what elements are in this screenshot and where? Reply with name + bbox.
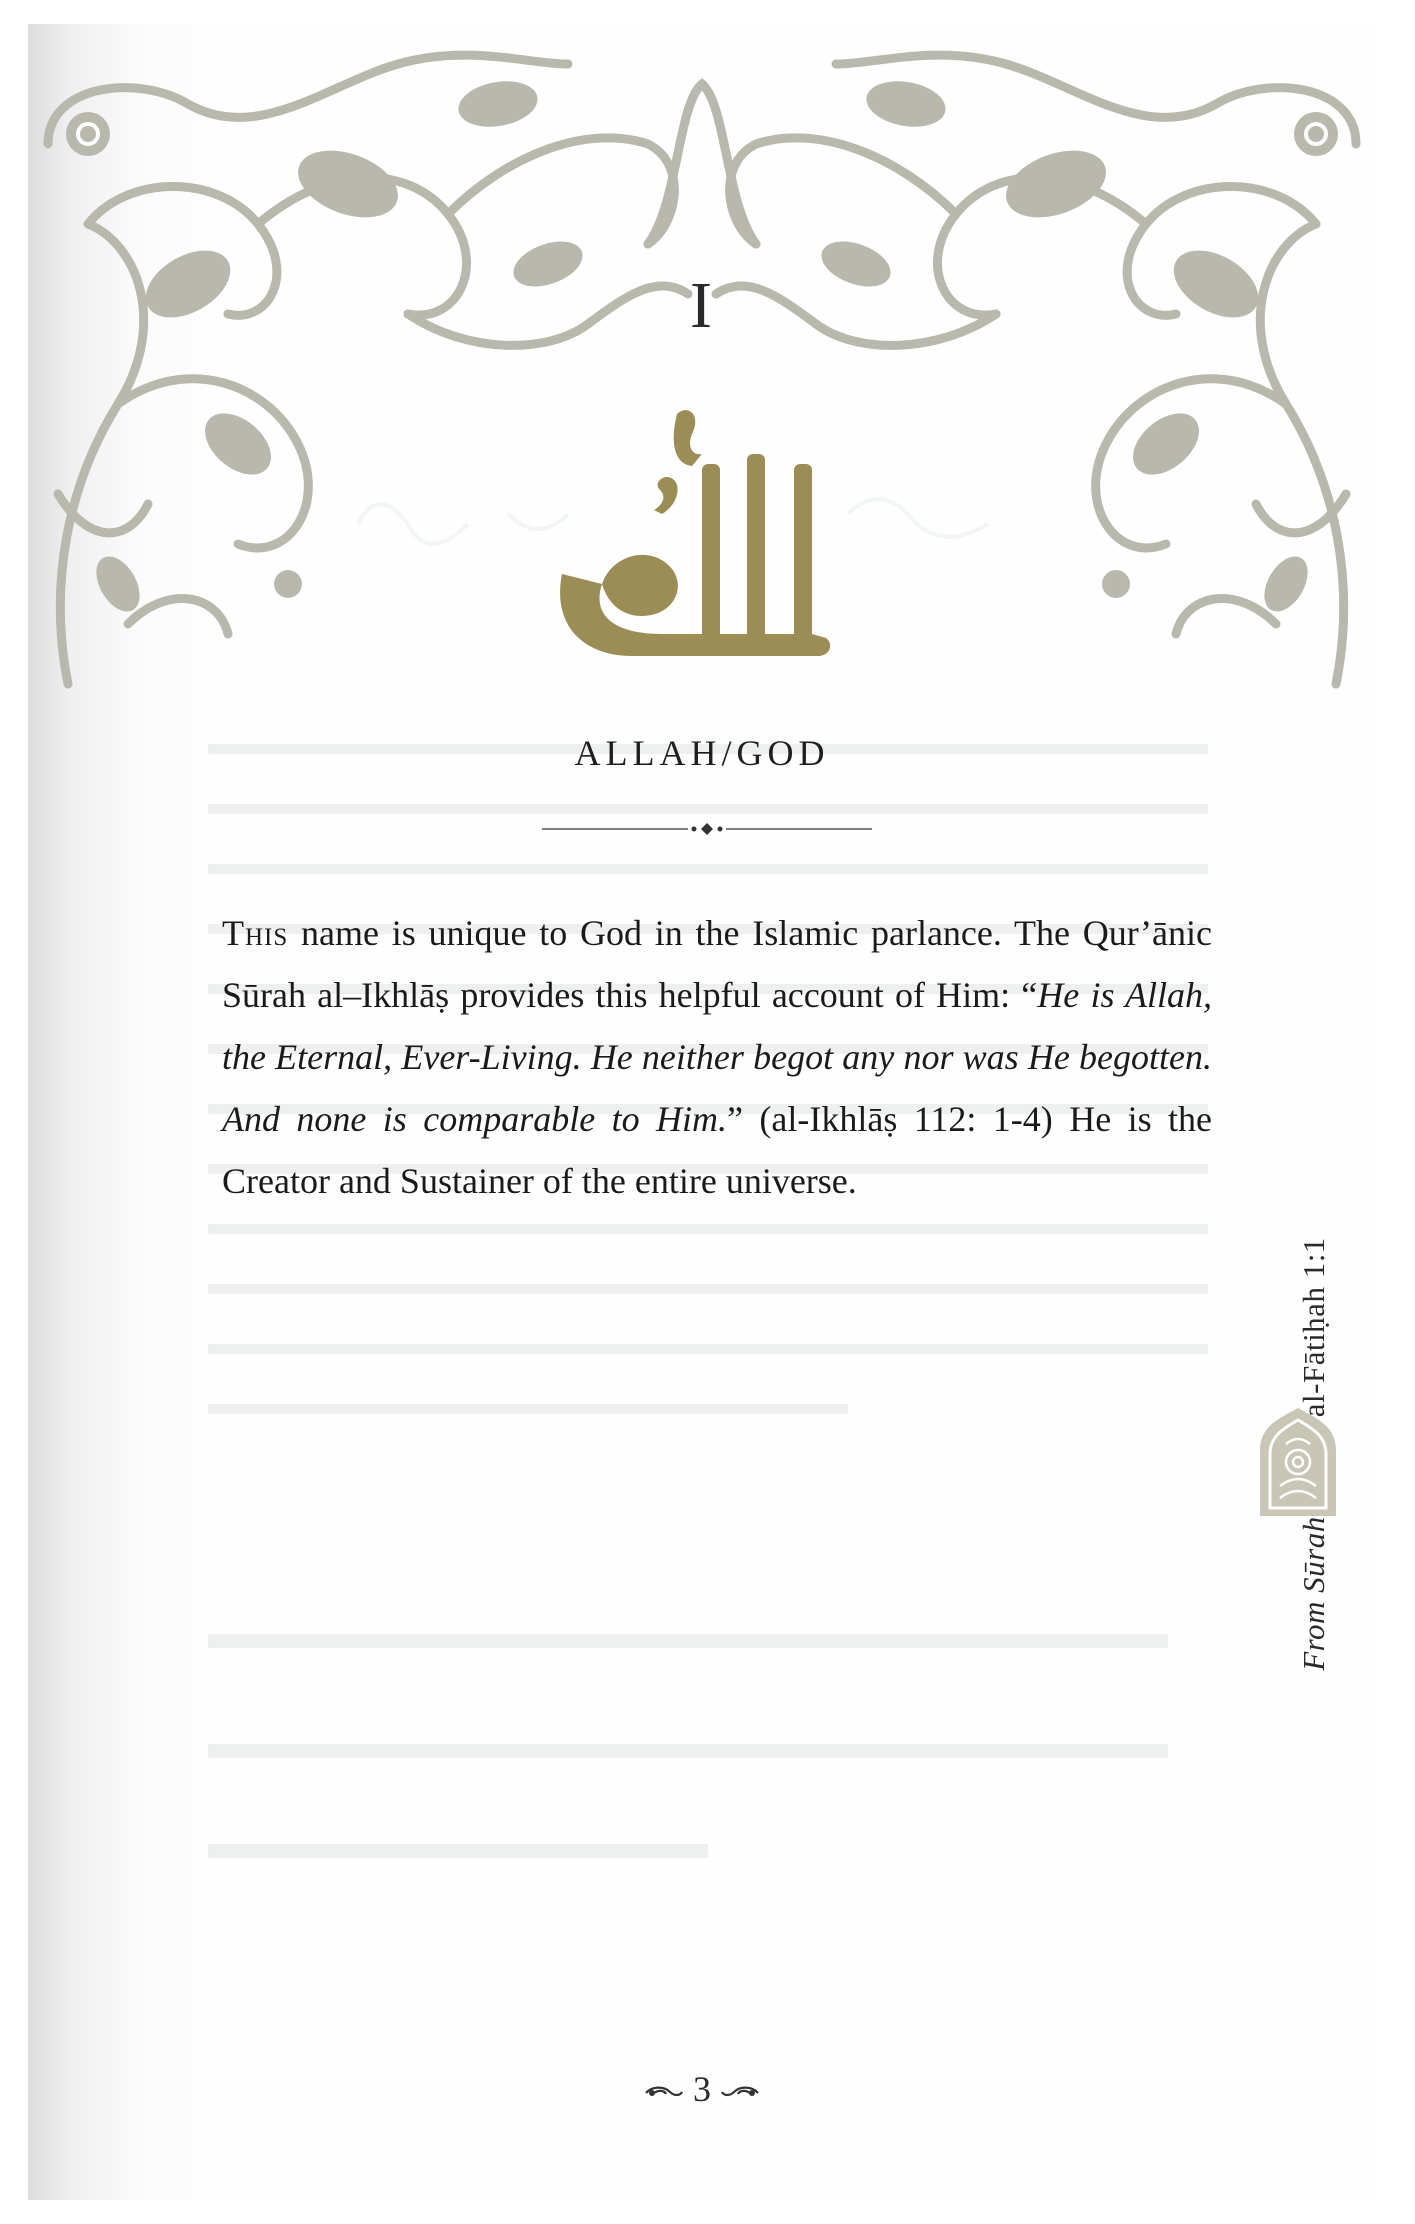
page-number xyxy=(28,2068,1376,2110)
body-paragraph xyxy=(222,902,1212,1212)
name-title: ALLAH/GOD xyxy=(574,733,830,773)
body-segment-2: ” (al-Ikhlāṣ 112: 1-4) He is the Creator and Sustainer of the entire universe. xyxy=(222,1099,1212,1201)
side-label-italic: From Sūrah xyxy=(1296,1516,1331,1671)
page-number-value: 3 xyxy=(693,2069,711,2109)
arch-medallion-icon xyxy=(1256,1406,1340,1518)
book-page xyxy=(28,24,1376,2200)
body-segment-1: name is unique to God in the Islamic parlance. The Qur’ānic Sūrah al–Ikhlāṣ provides this helpful account of Him: “ xyxy=(222,913,1212,1015)
lead-word: This xyxy=(222,913,289,953)
page-number-right-ornament-icon xyxy=(720,2084,760,2102)
section-divider xyxy=(542,820,872,838)
page-number-left-ornament-icon xyxy=(644,2084,684,2102)
quoted-verse: He is Allah, the Eternal, Ever-Living. He neither begot any nor was He begotten. And none is comparable to Him. xyxy=(222,975,1212,1139)
allah-calligraphy xyxy=(542,394,882,694)
side-label-regular: al-Fātiḥah 1:1 xyxy=(1296,1237,1331,1418)
chapter-number: I xyxy=(690,269,714,342)
